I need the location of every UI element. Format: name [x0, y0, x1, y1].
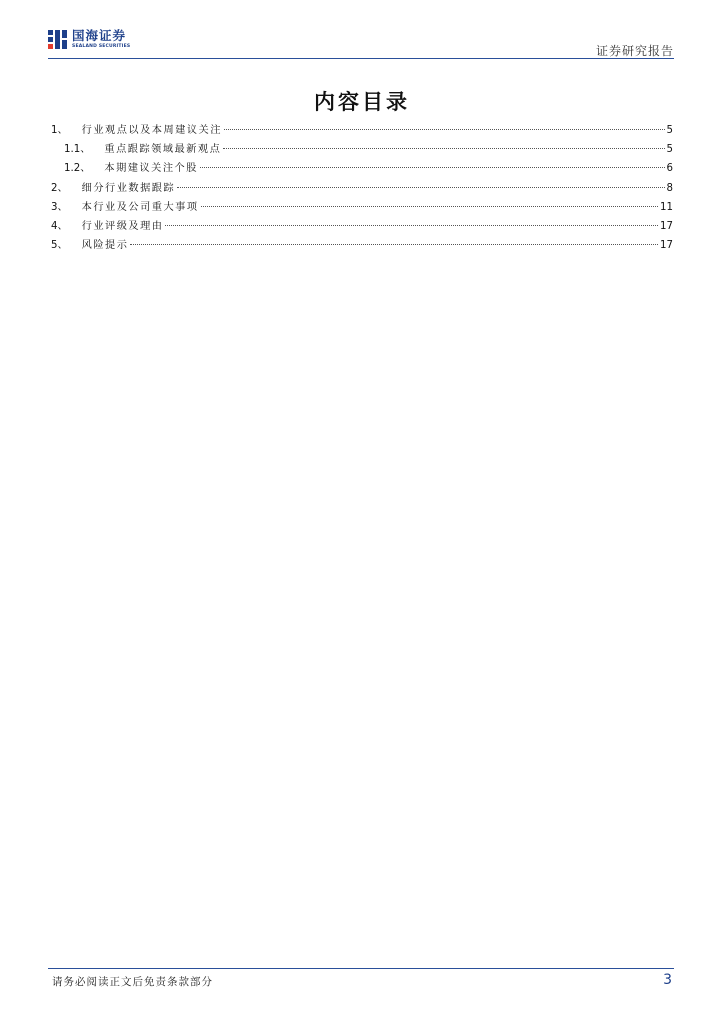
toc-entry-page: 5: [666, 125, 673, 136]
toc-entry-page: 5: [666, 144, 673, 156]
toc-entry[interactable]: [51, 121, 673, 140]
toc-entry[interactable]: [51, 236, 673, 255]
toc-entry[interactable]: [51, 159, 673, 178]
toc-entry-page: 17: [660, 240, 673, 252]
toc-leader-dots: [200, 167, 665, 168]
page-number: 3: [663, 972, 672, 988]
footer-divider: [48, 968, 674, 969]
toc-entry-title: 行业观点以及本周建议关注: [81, 125, 222, 136]
toc-entry-number: 5、: [51, 240, 68, 252]
toc-entry-number: 2、: [51, 182, 68, 194]
toc-entry-title: 细分行业数据跟踪: [81, 182, 176, 194]
toc-entry[interactable]: [51, 217, 673, 236]
table-of-contents: [51, 121, 673, 255]
toc-entry-number: 1、: [51, 125, 68, 136]
toc-leader-dots: [224, 129, 665, 130]
company-logo: [48, 28, 130, 58]
toc-entry-page: 8: [666, 182, 673, 194]
toc-entry-number: 1.1、: [64, 144, 91, 156]
toc-entry[interactable]: [51, 140, 673, 159]
toc-leader-dots: [177, 187, 664, 188]
header-divider: [48, 58, 674, 59]
toc-leader-dots: [201, 206, 658, 207]
toc-entry-title: 重点跟踪领域最新观点: [104, 144, 222, 156]
toc-entry-title: 本期建议关注个股: [104, 163, 198, 175]
page-header: [48, 28, 674, 62]
toc-leader-dots: [165, 225, 658, 226]
sealand-logo-icon: [48, 28, 68, 50]
toc-leader-dots: [223, 148, 664, 149]
toc-entry-title: 本行业及公司重大事项: [81, 201, 199, 213]
toc-entry-number: 3、: [51, 201, 68, 213]
toc-entry-title: 风险提示: [81, 240, 129, 252]
toc-title: 内容目录: [314, 90, 410, 114]
toc-entry[interactable]: [51, 179, 673, 198]
logo-chinese-name: 国海证券: [72, 28, 127, 43]
toc-entry-number: 4、: [51, 220, 68, 232]
toc-entry-page: 6: [666, 163, 673, 175]
logo-english-name: SEALAND SECURITIES: [72, 43, 131, 49]
toc-entry-page: 11: [660, 201, 673, 213]
toc-entry-number: 1.2、: [64, 163, 91, 175]
toc-entry-page: 17: [660, 220, 673, 232]
toc-entry-title: 行业评级及理由: [81, 220, 164, 232]
toc-entry[interactable]: [51, 198, 673, 217]
footer-disclaimer: 请务必阅读正文后免责条款部分: [52, 976, 213, 988]
toc-leader-dots: [130, 244, 658, 245]
report-type-label: 证券研究报告: [595, 44, 674, 58]
